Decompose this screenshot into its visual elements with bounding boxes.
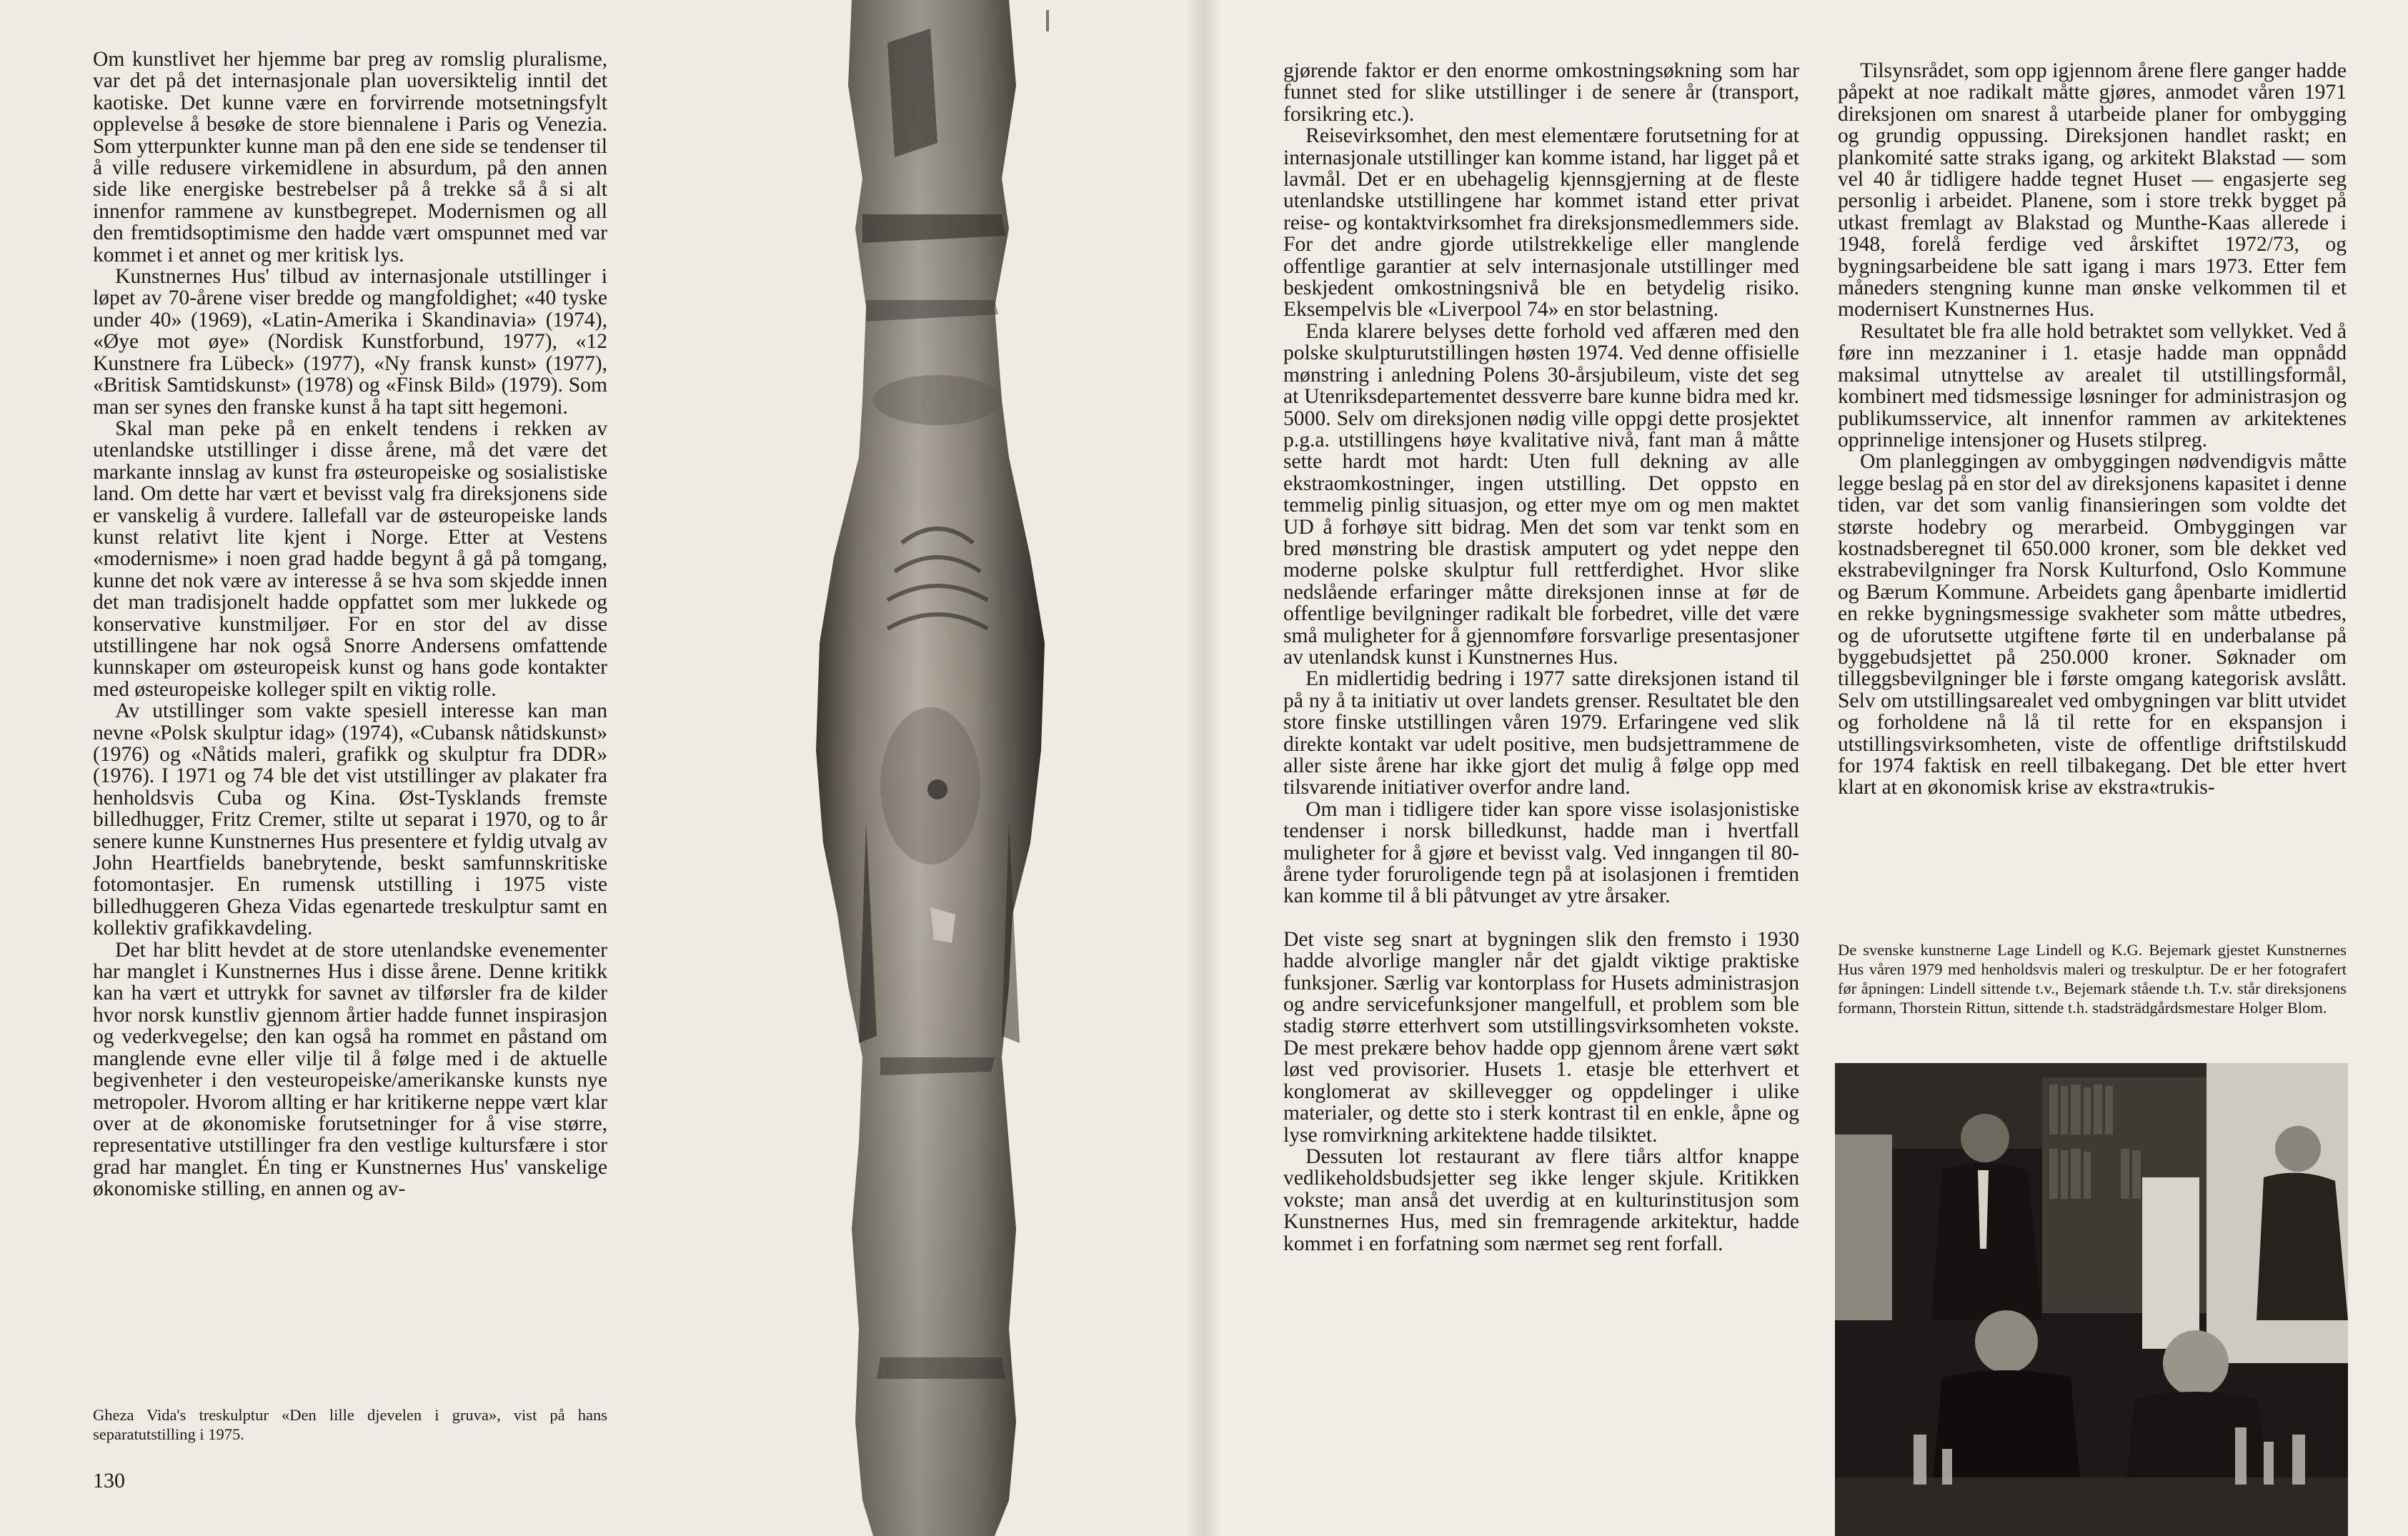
- paragraph: Det har blitt hevdet at de store utenlandske evenementer har manglet i Kunstnernes Hus i disse årene. Denne kritikk kan ha vært et uttrykk for savnet av tilførsler fra de kilder hvor norsk kunstliv gjennom årtier hadde funnet inspirasjon og vederkvegelse; den kan også ha rommet en påstand om manglende evne eller vilje til å følge med i de aktuelle begivenheter i den vesteuropeiske/amerikanske kunsts nye metropoler. Hvorom allting er har kritikerne neppe vært klar over at de økonomiske forutsetninger for å vise større, representative utstillinger fra den vestlige kultursfære i stor grad har manglet. Én ting er Kunstnernes Hus' vanskelige økonomiske stilling, en annen og av-: [93, 938, 607, 1201]
- paragraph: Kunstnernes Hus' tilbud av internasjonale utstillinger i løpet av 70-årene viser bredde og mangfoldighet; «40 tyske under 40» (1969), «Latin-Amerika i Skandinavia» (1974), «Øye mot øye» (Nordisk Kunstforbund, 1977), «12 Kunstnere fra Lübeck» (1977), «Ny fransk kunst» (1977), «Britisk Samtidskunst» (1978) og «Finsk Bild» (1979). Som man ser synes den franske kunst å ha tapt sitt hegemoni.: [93, 265, 607, 419]
- group-photograph: [1835, 1063, 2348, 1536]
- paragraph: Tilsynsrådet, som opp igjennom årene flere ganger hadde påpekt at noe radikalt måtte gjøres, anmodet våren 1971 direksjonen om snarest å utarbeide planer for ombygging og grundig oppussing. Direksjonen handlet raskt; en plankomité satte straks igang, og arkitekt Blakstad — som vel 40 år tidligere hadde tegnet Huset — engasjerte seg personlig i arbeidet. Planene, som i store trekk bygget på utkast fremlagt av Blakstad og Munthe-Kaas allerede i 1948, forelå ferdige ved årskiftet 1972/73, og bygningsarbeidene ble satt igang i mars 1973. Etter fem måneders stengning kunne man ønske velkommen til et modernisert Kunstnernes Hus.: [1838, 59, 2347, 321]
- paragraph: Om man i tidligere tider kan spore visse isolasjonistiske tendenser i norsk billedkunst, hadde man i hvertfall muligheter for å gjøre et bevisst valg. Ved inngangen til 80-årene tyder foruroligende tegn på at isolasjonen i fremtiden kan komme til å bli påtvunget av ytre årsaker.: [1283, 797, 1799, 908]
- paragraph: En midlertidig bedring i 1977 satte direksjonen istand til på ny å ta initiativ ut over landets grenser. Resultatet ble den store finske utstillingen våren 1979. Erfaringene ved slik direkte kontakt var udelt positive, men budsjettrammene de aller siste årene har ikke gjort det mulig å følge opp med tilsvarende initiativer overfor andre land.: [1283, 667, 1799, 799]
- paragraph: gjørende faktor er den enorme omkostningsøkning som har funnet sted for slike utstillinger i de senere år (transport, forsikring etc.).: [1283, 59, 1799, 126]
- left-text-column: [93, 49, 607, 1200]
- book-gutter: [1186, 0, 1222, 1536]
- paragraph: Resultatet ble fra alle hold betraktet som vellykket. Ved å føre inn mezzaniner i 1. etasje hadde man oppnådd maksimal utnyttelse av arealet til utstillingsformål, kombinert med tidsmessige løsninger for administrasjon og publikumsservice, alt innenfor rammen av arkitektenes opprinnelige intensjoner og Husets stilpreg.: [1838, 319, 2347, 452]
- page-number: 130: [93, 1469, 125, 1492]
- sculpture-caption: Gheza Vida's treskulptur «Den lille djevelen i gruva», vist på hans separatutstilling i 1975.: [93, 1406, 607, 1443]
- paragraph: Dessuten lot restaurant av flere tiårs altfor knappe vedlikeholdsbudsjetter seg ikke lenger skjule. Kritikken vokste; man anså det uverdig at en kulturinstitusjon som Kunstnernes Hus, med sin fremragende arkitektur, hadde kommet i en forfatning som nærmet seg rent forfall.: [1283, 1144, 1799, 1255]
- paragraph: Av utstillinger som vakte spesiell interesse kan man nevne «Polsk skulptur idag» (1974), «Cubansk nåtidskunst» (1976) og «Nåtids maleri, grafikk og skulptur fra DDR» (1976). I 1971 og 74 ble det vist utstillinger av plakater fra henholdsvis Cuba og Kina. Øst-Tysklands fremste billedhugger, Fritz Cremer, stilte ut separat i 1970, og to år senere kunne Kunstnernes Hus presentere et fyldig utvalg av John Heartfields banebrytende, beskt samfunnskritiske fotomontasjer. En rumensk utstilling i 1975 viste billedhuggeren Gheza Vidas egenartede treskulptur samt en kollektiv grafikkavdeling.: [93, 699, 607, 940]
- paragraph: Reisevirksomhet, den mest elementære forutsetning for at internasjonale utstillinger kan komme istand, har ligget på et lavmål. Det er en ubehagelig kjennsgjerning at de fleste utenlandske utstillingene har kommet istand etter privat reise- og kontaktvirksomhet fra direksjonsmedlemmers side. For det andre gjorde utilstrekkelige eller manglende offentlige garantier at selv internasjonale utstillinger med beskjedent omkostningsnivå ble en betydelig risiko. Eksempelvis ble «Liverpool 74» en stor belastning.: [1283, 124, 1799, 321]
- right-text-column-b: [1838, 60, 2347, 799]
- photo-caption: De svenske kunstnerne Lage Lindell og K.G. Bejemark gjestet Kunstnernes Hus våren 1979 med henholdsvis maleri og treskulptur. De er her fotografert før åpningen: Lindell sittende t.v., Bejemark stående t.h. T.v. står direksjonens formann, Thorstein Rittun, sittende t.h. stadsträdgårdsmestare Holger Blom.: [1838, 941, 2347, 1017]
- paragraph: Enda klarere belyses dette forhold ved affæren med den polske skulpturutstillingen høsten 1974. Ved denne offisielle mønstring i anledning Polens 30-årsjubileum, viste det seg at Utenriksdepartementet dessverre bare kunne bidra med kr. 5000. Selv om direksjonen nødig ville oppgi dette prosjektet p.g.a. utstillingens høye kvalitative nivå, fant man å måtte sette hardt mot hardt: Uten full dekning av alle ekstraomkostninger, ingen utstilling. Det oppsto en temmelig pinlig situasjon, og etter mye om og men maktet UD å forhøye sitt bidrag. Men det som var tenkt som en bred mønstring ble drastisk amputert og ydet neppe den moderne polske skulptur full rettferdighet. Hvor slike nedslående erfaringer måtte direksjonen innse at før de offentlige bevilgninger radikalt ble forbedret, ville det være små muligheter for å gjennomføre forsvarlige presentasjoner av utenlandsk kunst i Kunstnernes Hus.: [1283, 319, 1799, 669]
- right-text-column-a: [1283, 60, 1799, 1255]
- paragraph: Om planleggingen av ombyggingen nødvendigvis måtte legge beslag på en stor del av direksjonens kapasitet i denne tiden, var det som vanlig finansieringen som voldte det største hodebry og merarbeid. Ombyggingen var kostnadsberegnet til 650.000 kroner, som ble dekket ved ekstrabevilgninger fra Norsk Kulturfond, Oslo Kommune og Bærum Kommune. Arbeidets gang åpenbarte imidlertid en rekke bygningsmessige svakheter som måtte utbedres, og de uforutsette utgiftene førte til en underbalanse på byggebudsjettet på 250.000 kroner. Søknader om tilleggsbevilgninger ble i første omgang kategorisk avslått. Selv om utstillingsarealet ved ombygningen var blitt utvidet og forholdene nå lå til rette for en ekspansjon i utstillingsvirksomheten, viste de offentlige driftstilskudd for 1974 faktisk en reell tilbakegang. Det ble etter hvert klart at en økonomisk krise av ekstra«trukis-: [1838, 450, 2347, 799]
- wooden-sculpture-photo: [795, 0, 1066, 1536]
- paragraph: Skal man peke på en enkelt tendens i rekken av utenlandske utstillinger i disse årene, må det være det markante innslag av kunst fra østeuropeiske og sosialistiske land. Om dette har vært et bevisst valg fra direksjonens side er vanskelig å vurdere. Iallefall var de østeuropeiske lands kunst relativt lite kjent i Norge. Etter at Vestens «modernisme» i noen grad hadde begynt å gå på tomgang, kunne det nok være av interesse å se hva som skjedde innen det man tradisjonelt hadde oppfattet som mer lukkede og konservative kunstmiljøer. For en stor del av disse utstillingene har nok også Snorre Andersens omfattende kunnskaper om østeuropeisk kunst og hans gode kontakter med østeuropeiske kolleger spilt en viktig rolle.: [93, 417, 607, 701]
- paragraph: Det viste seg snart at bygningen slik den fremsto i 1930 hadde alvorlige mangler når det gjaldt viktige praktiske funksjoner. Særlig var kontorplass for Husets administrasjon og andre servicefunksjoner mangelfull, et problem som ble stadig større etterhvert som utstillingsvirksomheten vokste. De mest prekære behov hadde opp gjennom årene vært søkt løst ved provisorier. Husets 1. etasje ble etterhvert et konglomerat av skillevegger og oppdelinger i ulike materialer, og dette sto i sterk kontrast til en enkle, åpne og lyse romvirkning arkitektene hadde tilsiktet.: [1283, 927, 1799, 1147]
- paragraph: Om kunstlivet her hjemme bar preg av romslig pluralisme, var det på det internasjonale plan uoversiktelig inntil det kaotiske. Det kunne være en forvirrende motsetningsfylt opplevelse å besøke de store biennalene i Paris og Venezia. Som ytterpunkter kunne man på den ene side se tendenser til å ville redusere virkemidlene in absurdum, på den annen side like energiske bestrebelser på å trekke så å si alt innenfor rammene av kunstbegrepet. Modernismen og all den fremtidsoptimisme den hadde vært omspunnet med var kommet i et annet og mer kritisk lys.: [93, 48, 607, 266]
